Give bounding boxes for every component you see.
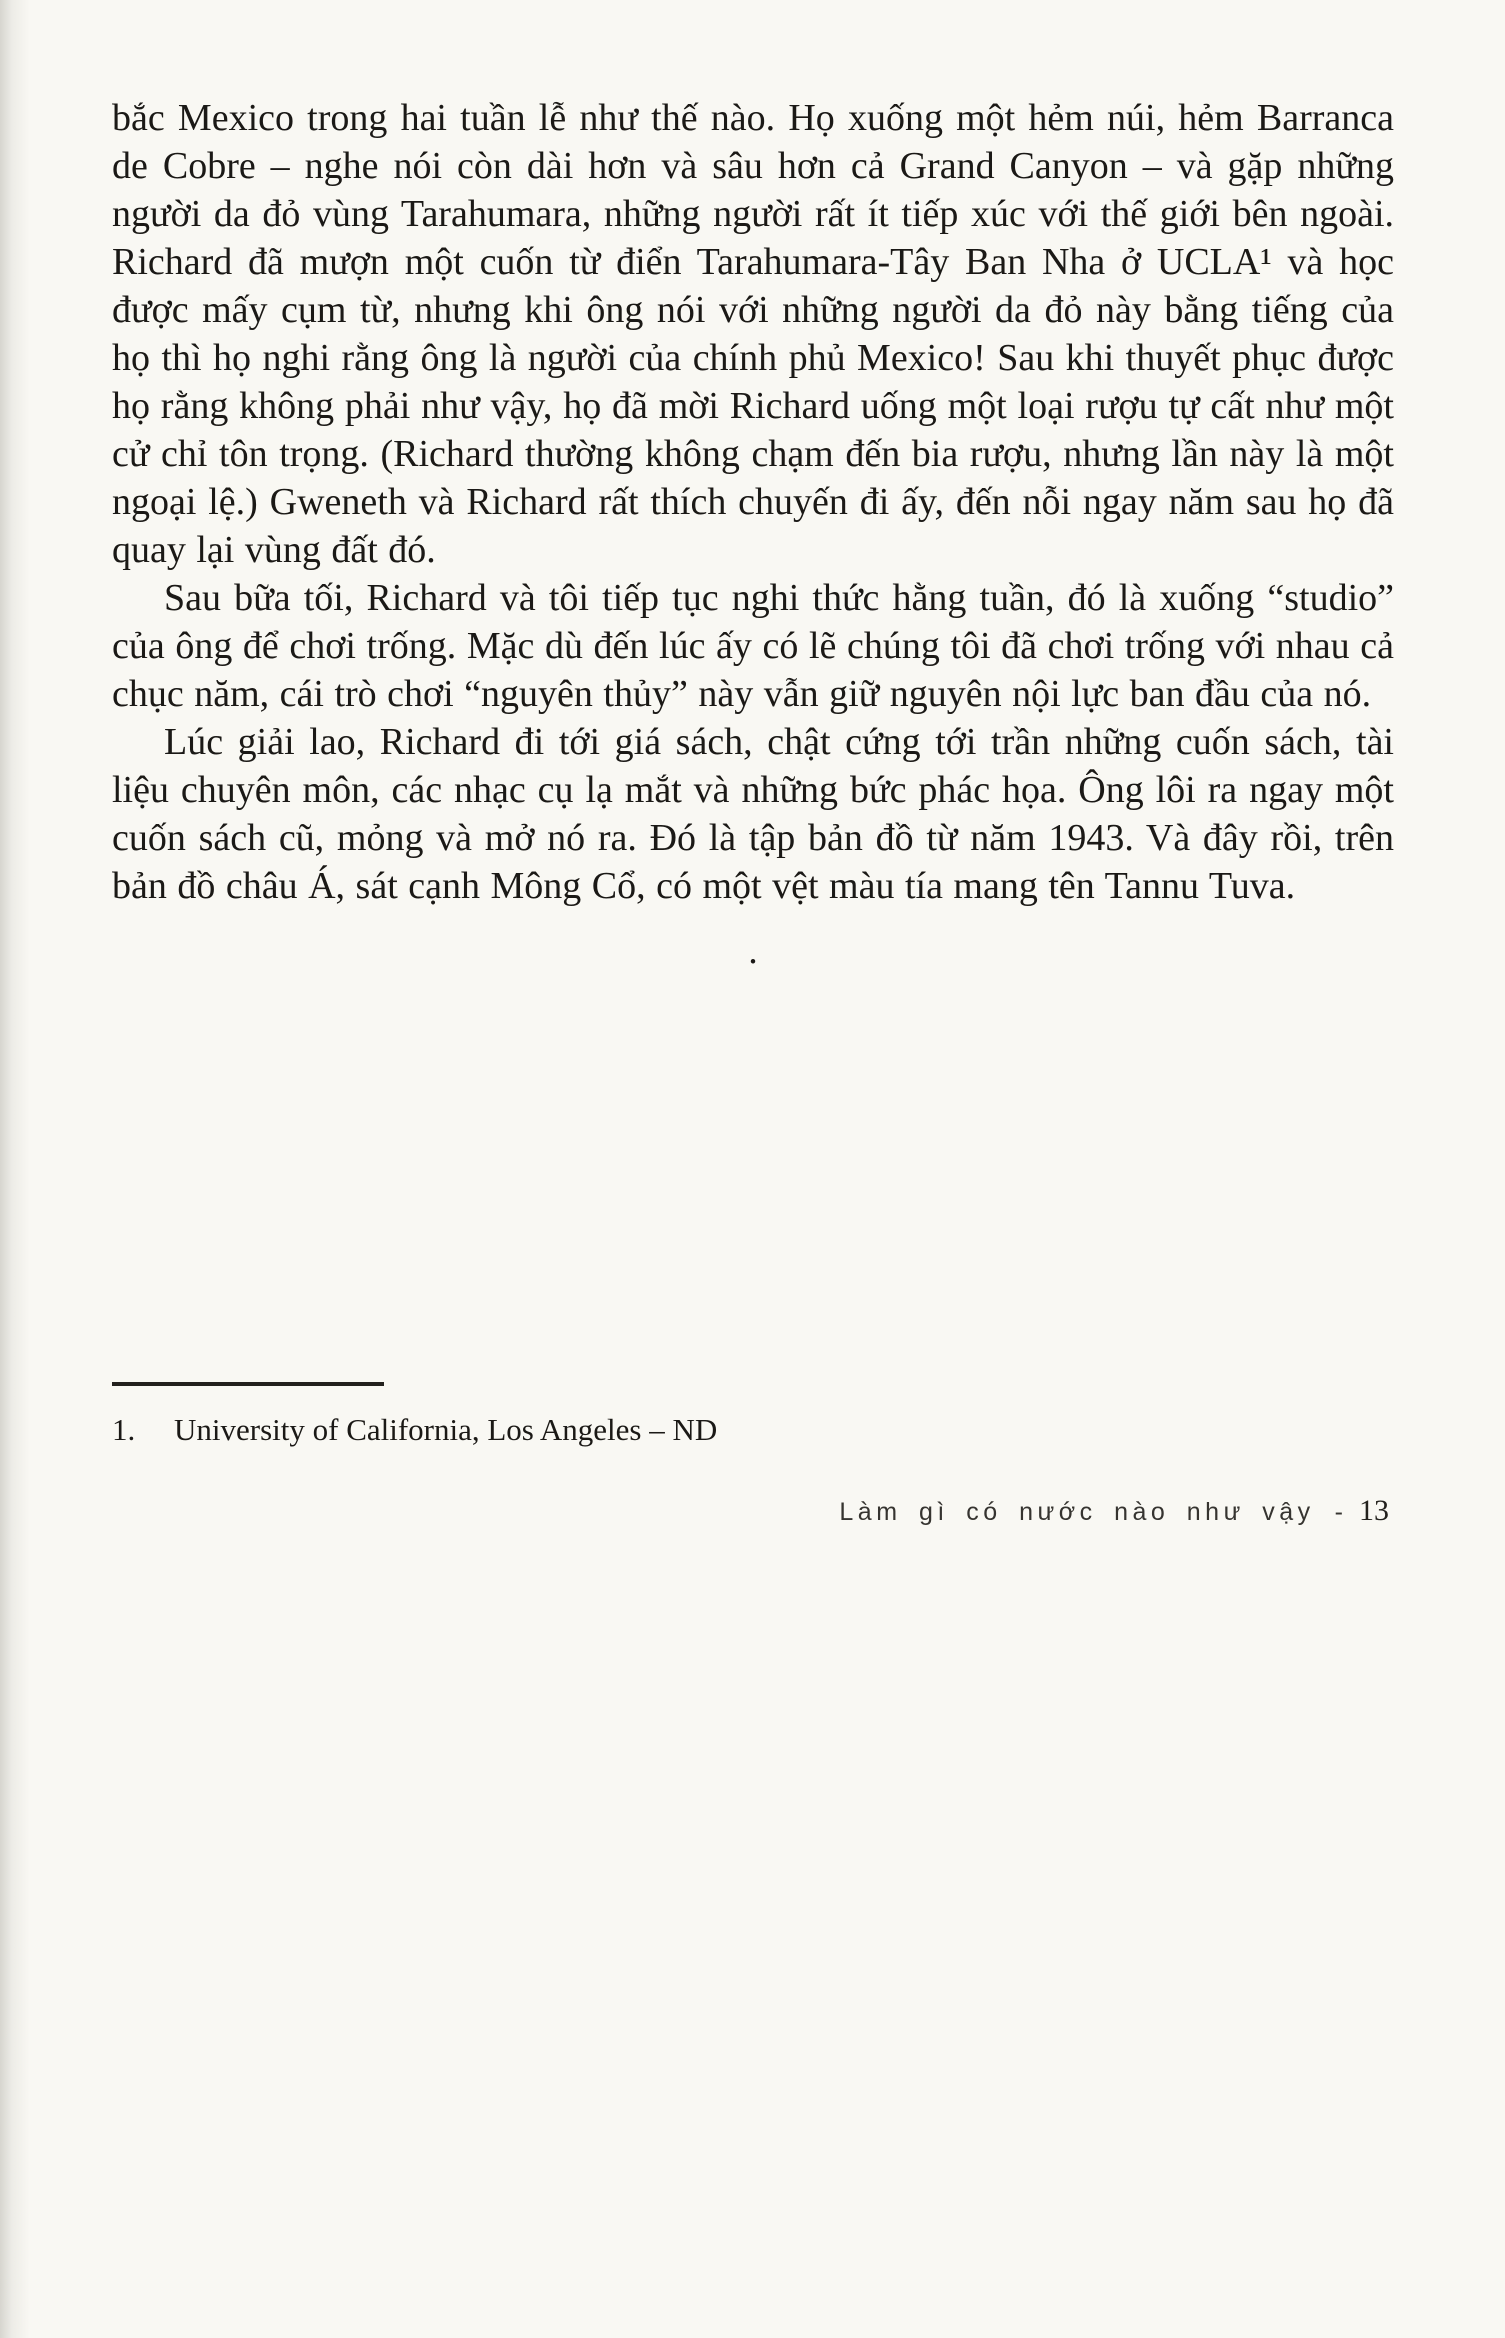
scan-edge-shadow bbox=[0, 0, 30, 2338]
footer-page-number: 13 bbox=[1359, 1494, 1389, 1527]
footnote bbox=[112, 1410, 1394, 1450]
footnote-separator-rule bbox=[112, 1382, 384, 1386]
footnote-marker: 1. bbox=[112, 1412, 136, 1447]
footnote-area bbox=[112, 1382, 1394, 1450]
footer-separator: - bbox=[1334, 1498, 1343, 1526]
footer-book-title: Làm gì có nước nào như vậy bbox=[839, 1498, 1315, 1526]
page-footer bbox=[839, 1494, 1389, 1528]
paragraph: Lúc giải lao, Richard đi tới giá sách, chật cứng tới trần những cuốn sách, tài liệu chuyên môn, các nhạc cụ lạ mắt và những bức phác họa. Ông lôi ra ngay một cuốn sách cũ, mỏng và mở nó ra. Đó là tập bản đồ từ năm 1943. Và đây rồi, trên bản đồ châu Á, sát cạnh Mông Cổ, có một vệt màu tía mang tên Tannu Tuva. bbox=[112, 721, 1394, 907]
body-text bbox=[112, 94, 1394, 970]
paragraph: Sau bữa tối, Richard và tôi tiếp tục nghi thức hằng tuần, đó là xuống “studio” của ông để chơi trống. Mặc dù đến lúc ấy có lẽ chúng tôi đã chơi trống với nhau cả chục năm, cái trò chơi “nguyên thủy” này vẫn giữ nguyên nội lực ban đầu của nó. bbox=[112, 577, 1394, 715]
footnote-text: University of California, Los Angeles – ND bbox=[174, 1412, 718, 1447]
paragraph: bắc Mexico trong hai tuần lễ như thế nào. Họ xuống một hẻm núi, hẻm Barranca de Cobre – nghe nói còn dài hơn và sâu hơn cả Grand Canyon – và gặp những người da đỏ vùng Tarahumara, những người rất ít tiếp xúc với thế giới bên ngoài. Richard đã mượn một cuốn từ điển Tarahumara-Tây Ban Nha ở UCLA¹ và học được mấy cụm từ, nhưng khi ông nói với những người da đỏ này bằng tiếng của họ thì họ nghi rằng ông là người của chính phủ Mexico! Sau khi thuyết phục được họ rằng không phải như vậy, họ đã mời Richard uống một loại rượu tự cất như một cử chỉ tôn trọng. (Richard thường không chạm đến bia rượu, nhưng lần này là một ngoại lệ.) Gweneth và Richard rất thích chuyến đi ấy, đến nỗi ngay năm sau họ đã quay lại vùng đất đó. bbox=[112, 97, 1394, 571]
section-break-mark: . bbox=[748, 930, 758, 972]
